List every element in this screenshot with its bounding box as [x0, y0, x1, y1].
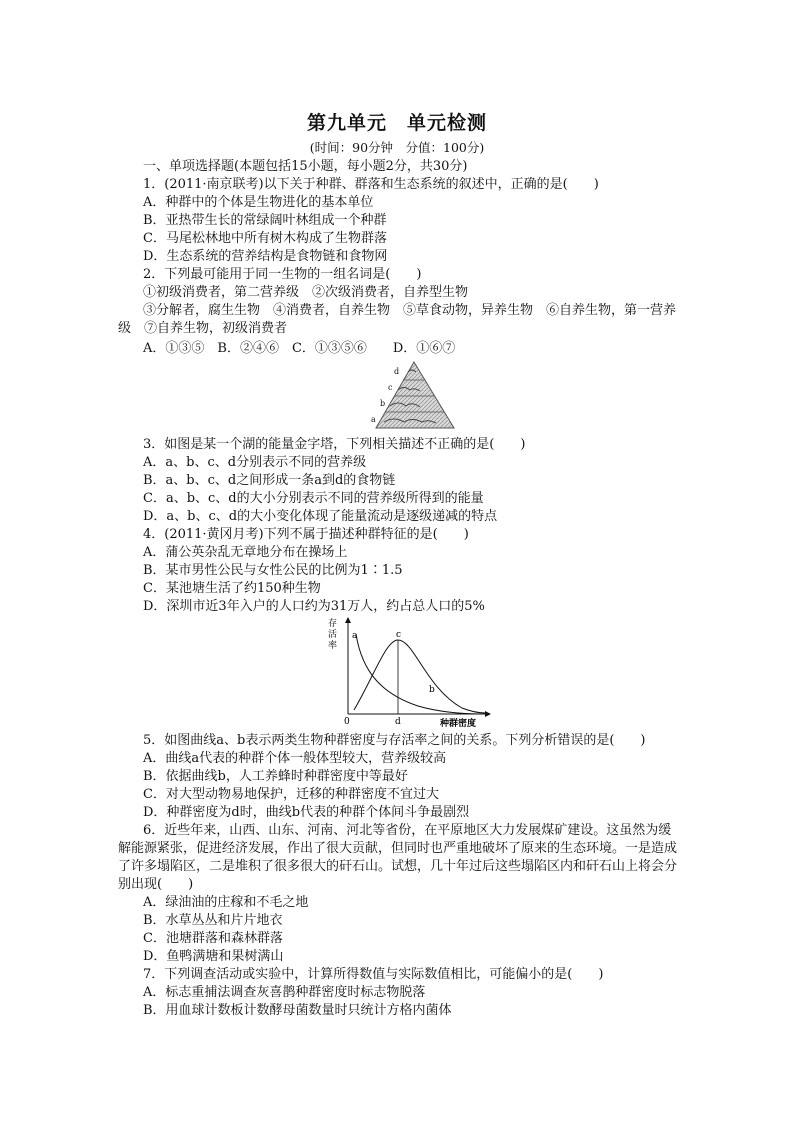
pyramid-label-d: d [394, 367, 400, 376]
section-heading: 一、单项选择题(本题包括15小题，每小题2分，共30分) [143, 159, 468, 174]
y-label-char-3: 率 [328, 641, 338, 651]
question-7-stem: 7．下列调查活动或实验中，计算所得数值与实际数值相比，可能偏小的是( ) [143, 967, 604, 982]
pyramid-label-a: a [371, 415, 376, 424]
question-6-stem: 6．近些年来，山西、山东、河南、河北等省份，在平原地区大力发展煤矿建设。这虽然为缓解能源紧张，促进经济发展，作出了很大贡献，但同时也严重地破坏了原来的生态环境。一是造成了许多塌陷区，二是堆积了很多很大的矸石山。试想，几十年过后这些塌陷区内和矸石山上将会分别出现( ) [118, 823, 678, 892]
question-6-option-d: D．鱼鸭满塘和果树满山 [143, 949, 284, 964]
page-title: 第九单元 单元检测 [306, 112, 487, 134]
question-3-option-d: D．a、b、c、d的大小变化体现了能量流动是逐级递减的特点 [143, 509, 498, 524]
peak-c-label: c [396, 630, 402, 640]
question-2-stem: 2．下列最可能用于同一生物的一组名词是( ) [143, 267, 422, 282]
question-1-stem: 1．(2011·南京联考)以下关于种群、群落和生态系统的叙述中，正确的是( ) [143, 177, 599, 192]
question-2-items-line1: ①初级消费者，第二营养级 ②次级消费者，自养型生物 [143, 285, 469, 300]
question-5-stem: 5．如图曲线a、b表示两类生物种群密度与存活率之间的关系。下列分析错误的是( ) [143, 733, 646, 748]
survival-density-graph [322, 614, 494, 732]
question-2-items-line2: ③分解者，腐生生物 ④消费者，自养生物 ⑤草食动物，异养生物 ⑥自养生物，第一营养级 ⑦自养生物，初级消费者 [118, 303, 677, 336]
question-6-option-c: C．池塘群落和森林群落 [143, 931, 283, 946]
energy-pyramid-figure [368, 360, 456, 430]
question-4-option-b: B．某市男性公民与女性公民的比例为1∶1.5 [143, 563, 403, 578]
question-4-option-c: C．某池塘生活了约150种生物 [143, 581, 321, 596]
question-1-option-c: C．马尾松林地中所有树木构成了生物群落 [143, 231, 387, 246]
question-3-option-b: B．a、b、c、d之间形成一条a到d的食物链 [143, 473, 396, 488]
question-5-option-a: A．曲线a代表的种群个体一般体型较大，营养级较高 [143, 751, 447, 766]
question-6-option-a: A．绿油油的庄稼和不毛之地 [143, 895, 309, 910]
question-6-option-b: B．水草丛丛和片片地衣 [143, 913, 283, 928]
question-3-stem: 3．如图是某一个湖的能量金字塔，下列相关描述不正确的是( ) [143, 437, 526, 452]
question-2-options: A．①③⑤ B．②④⑥ C．①③⑤⑥ D．①⑥⑦ [143, 341, 456, 356]
question-3-option-a: A．a、b、c、d分别表示不同的营养级 [143, 455, 367, 470]
question-4-option-a: A．蒲公英杂乱无章地分布在操场上 [143, 545, 348, 560]
curve-a [356, 634, 484, 714]
pyramid-label-c: c [388, 383, 393, 392]
pyramid-label-b: b [380, 399, 386, 408]
exam-meta: (时间：90分钟 分值：100分) [309, 140, 485, 155]
question-4-stem: 4．(2011·黄冈月考)下列不属于描述种群特征的是( ) [143, 527, 469, 542]
question-5-option-d: D．种群密度为d时，曲线b代表的种群个体间斗争最剧烈 [143, 805, 470, 820]
question-1-option-a: A．种群中的个体是生物进化的基本单位 [143, 195, 374, 210]
curve-b [354, 640, 486, 713]
curve-b-label: b [429, 685, 435, 695]
y-axis-label [328, 617, 340, 651]
y-label-char-1: 存 [328, 619, 338, 629]
curve-a-label: a [352, 631, 358, 641]
question-7-option-b: B．用血球计数板计数酵母菌数量时只统计方格内菌体 [143, 1003, 452, 1018]
question-3-option-c: C．a、b、c、d的大小分别表示不同的营养级所得到的能量 [143, 491, 484, 506]
x-axis-label: 种群密度 [440, 719, 477, 729]
x-tick-d: d [395, 717, 401, 727]
question-1-option-d: D．生态系统的营养结构是食物链和食物网 [143, 249, 388, 264]
y-label-char-2: 活 [328, 630, 338, 640]
question-4-option-d: D．深圳市近3年入户的人口约为31万人，约占总人口的5% [143, 599, 485, 614]
question-1-option-b: B．亚热带生长的常绿阔叶林组成一个种群 [143, 213, 387, 228]
question-5-option-b: B．依据曲线b，人工养蜂时种群密度中等最好 [143, 769, 408, 784]
question-5-option-c: C．对大型动物易地保护，迁移的种群密度不宜过大 [143, 787, 439, 802]
origin-label: 0 [344, 717, 350, 727]
question-7-option-a: A．标志重捕法调查灰喜鹊种群密度时标志物脱落 [143, 985, 426, 1000]
